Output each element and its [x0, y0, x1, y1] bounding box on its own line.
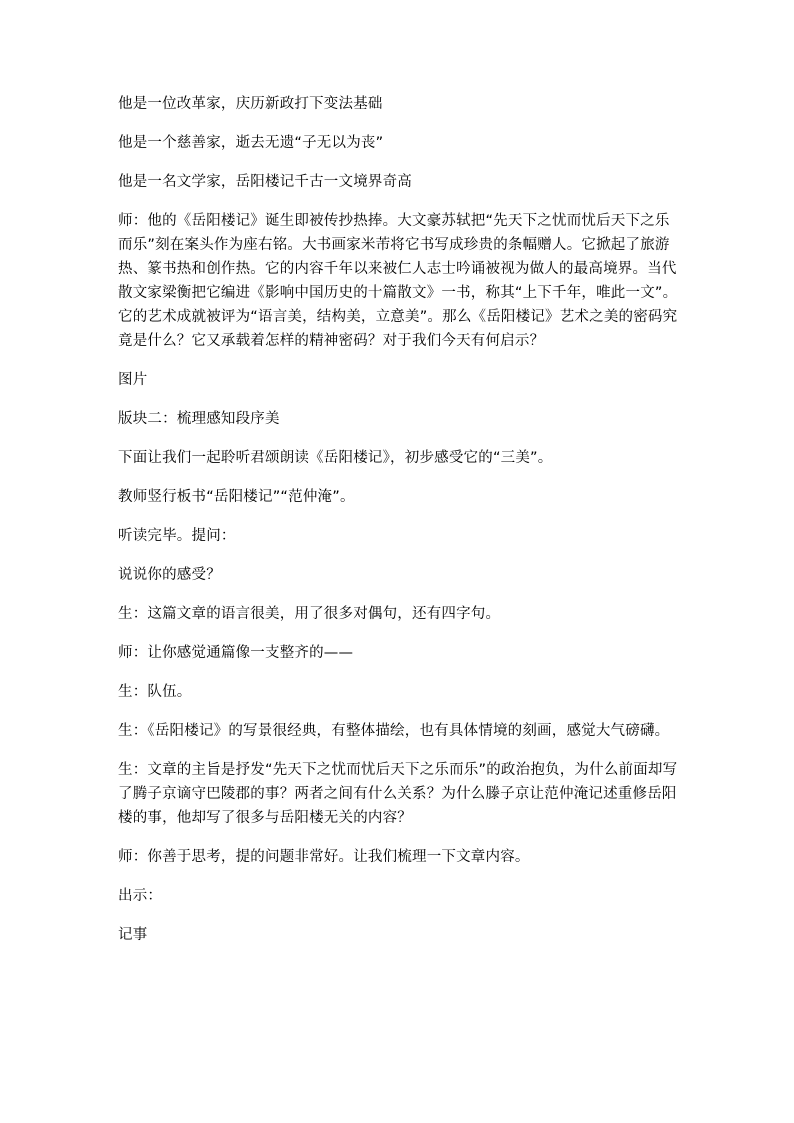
- paragraph: 师：他的《岳阳楼记》诞生即被传抄热捧。大文豪苏轼把“先天下之忧而忧后天下之乐而乐”刻在案头作为座右铭。大书画家米芾将它书写成珍贵的条幅赠人。它掀起了旅游热、篆书热和创作热。它的内容千年以来被仁人志士吟诵被视为做人的最高境界。当代散文家梁衡把它编进《影响中国历史的十篇散文》一书，称其“上下千年，唯此一文”。它的艺术成就被评为“语言美，结构美，立意美”。那么《岳阳楼记》艺术之美的密码究竟是什么？它又承载着怎样的精神密码？对于我们今天有何启示？: [118, 213, 678, 349]
- paragraph: 他是一位改革家，庆历新政打下变法基础: [118, 96, 383, 112]
- paragraph: 生：文章的主旨是抒发“先天下之忧而忧后天下之乐而乐”的政治抱负，为什么前面却写了腾子京谪守巴陵郡的事？两者之间有什么关系？为什么滕子京让范仲淹记述重修岳阳楼的事，他却写了很多与岳阳楼无关的内容？: [118, 762, 678, 826]
- paragraph: 教师竖行板书“岳阳楼记”“范仲淹”。: [118, 489, 355, 505]
- paragraph: 生：队伍。: [118, 684, 192, 700]
- section-heading: 版块二：梳理感知段序美: [118, 411, 280, 427]
- paragraph: 出示：: [118, 888, 163, 904]
- paragraph: 生：这篇文章的语言很美，用了很多对偶句，还有四字句。: [118, 606, 501, 622]
- paragraph: 他是一个慈善家，逝去无遗“子无以为丧”: [118, 135, 384, 151]
- paragraph: 听读完毕。提问：: [118, 528, 236, 544]
- paragraph: 他是一名文学家，岳阳楼记千古一文境界奇高: [118, 174, 412, 190]
- paragraph: 下面让我们一起聆听君颂朗读《岳阳楼记》，初步感受它的“三美”。: [118, 450, 553, 466]
- image-placeholder-text: 图片: [118, 372, 148, 388]
- paragraph: 记事: [118, 927, 148, 943]
- paragraph: 师：让你感觉通篇像一支整齐的——: [118, 645, 354, 661]
- paragraph: 生：《岳阳楼记》的写景很经典，有整体描绘，也有具体情境的刻画，感觉大气磅礴。: [118, 723, 670, 739]
- paragraph: 说说你的感受？: [118, 567, 221, 583]
- paragraph: 师：你善于思考，提的问题非常好。让我们梳理一下文章内容。: [118, 849, 530, 865]
- document-page: [118, 92, 680, 962]
